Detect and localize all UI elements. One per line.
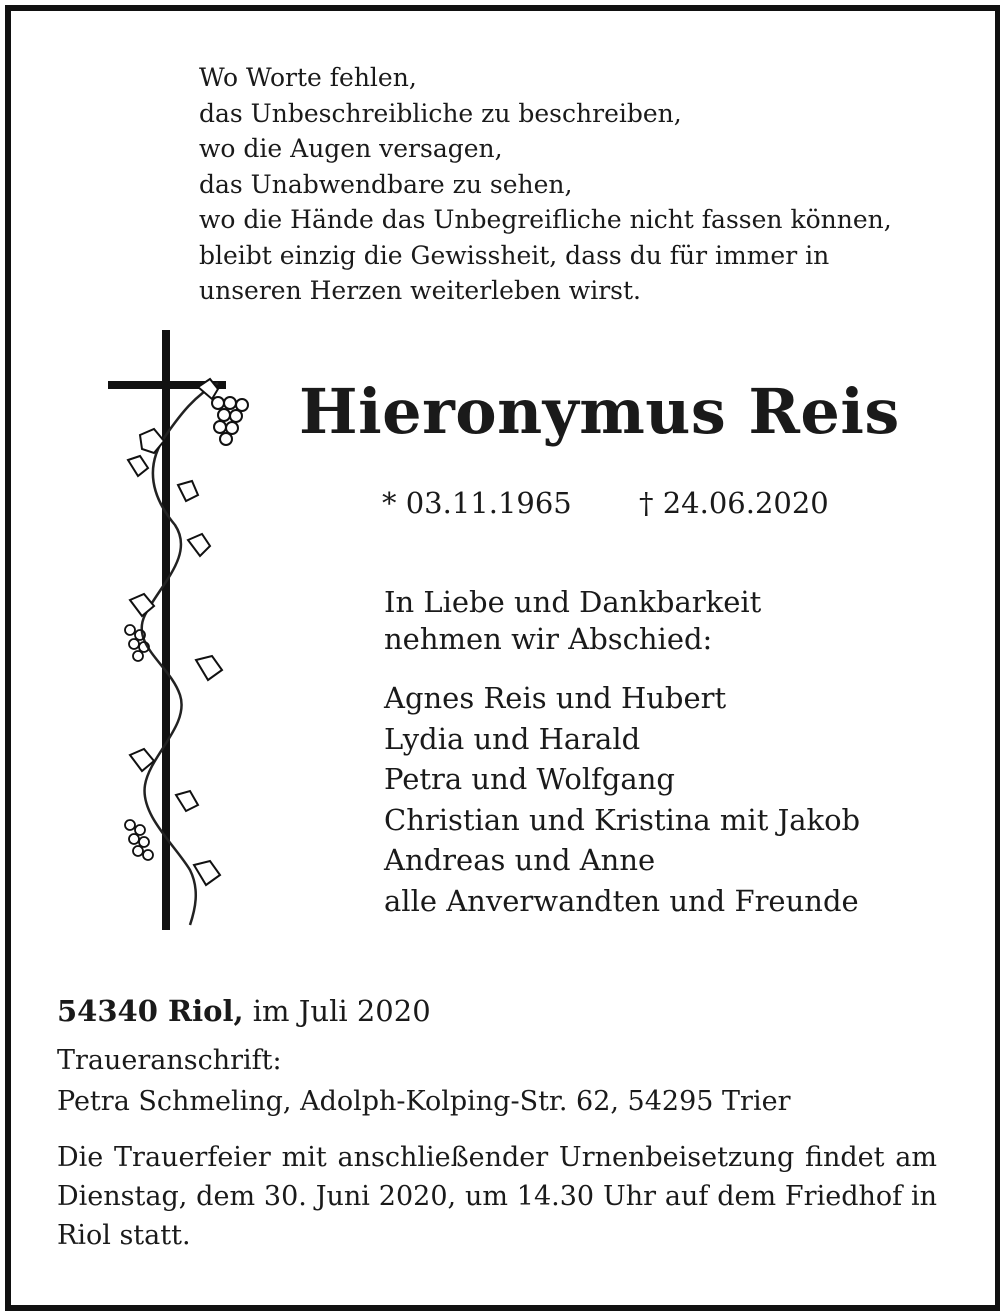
- farewell-intro: [384, 584, 761, 658]
- mourner: Lydia und Harald: [384, 721, 641, 756]
- death-date: † 24.06.2020: [638, 486, 829, 520]
- cross-with-grapevine-icon: [100, 325, 260, 935]
- mourner: Christian und Kristina mit Jakob: [384, 802, 861, 837]
- poem: [199, 60, 892, 309]
- birth-date: * 03.11.1965: [382, 486, 572, 520]
- place-location: 54340 Riol,: [57, 994, 244, 1028]
- intro-line: nehmen wir Abschied:: [384, 622, 713, 656]
- place-date: im Juli 2020: [252, 994, 431, 1028]
- poem-line: Wo Worte fehlen,: [199, 63, 417, 92]
- poem-line: wo die Hände das Unbegreifliche nicht fassen können,: [199, 205, 892, 234]
- poem-line: unseren Herzen weiterleben wirst.: [199, 276, 641, 305]
- mourner: Petra und Wolfgang: [384, 762, 675, 796]
- deceased-name: Hieronymus Reis: [299, 375, 900, 448]
- poem-line: bleibt einzig die Gewissheit, dass du für immer in: [199, 240, 830, 270]
- mourners-list: [384, 678, 860, 921]
- mourner: Andreas und Anne: [384, 843, 656, 877]
- mourner: alle Anverwandten und Freunde: [384, 883, 859, 918]
- poem-line: wo die Augen versagen,: [199, 134, 503, 163]
- funeral-service-info: Die Trauerfeier mit anschließender Urnenbeisetzung findet am Dienstag, dem 30. Juni 2020, um 14.30 Uhr auf dem Friedhof in Riol statt.: [57, 1142, 937, 1251]
- life-dates: [382, 486, 829, 520]
- place-and-date: [57, 994, 431, 1028]
- mourning-address: Petra Schmeling, Adolph-Kolping-Str. 62, 54295 Trier: [57, 1086, 791, 1117]
- mourning-address-label: Traueranschrift:: [57, 1045, 282, 1076]
- poem-line: das Unabwendbare zu sehen,: [199, 169, 573, 199]
- poem-line: das Unbeschreibliche zu beschreiben,: [199, 98, 682, 128]
- mourner: Agnes Reis und Hubert: [384, 681, 727, 715]
- intro-line: In Liebe und Dankbarkeit: [384, 585, 762, 619]
